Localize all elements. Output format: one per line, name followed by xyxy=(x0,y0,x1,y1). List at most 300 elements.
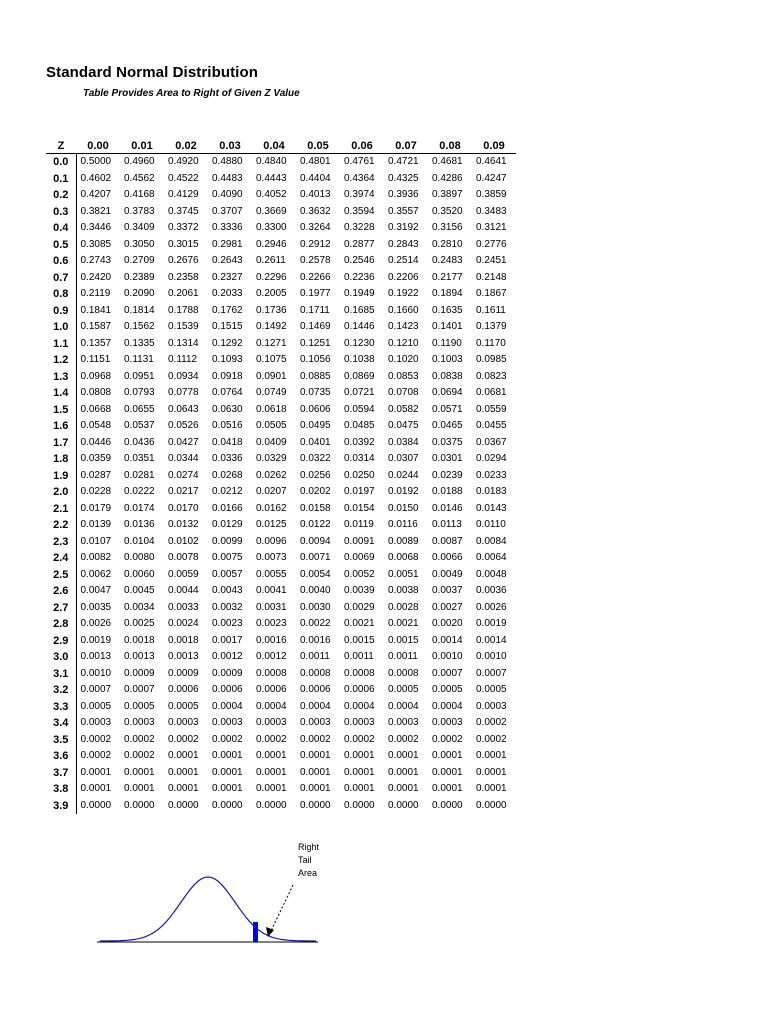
probability-cell: 0.4325 xyxy=(388,172,419,184)
probability-cell: 0.0060 xyxy=(124,568,155,580)
probability-cell: 0.0062 xyxy=(80,568,112,580)
probability-cell: 0.0006 xyxy=(300,684,331,695)
probability-cell: 0.0039 xyxy=(344,585,375,596)
probability-cell: 0.0008 xyxy=(256,667,287,679)
column-header: 0.07 xyxy=(384,136,428,154)
probability-cell: 0.0005 xyxy=(476,684,507,695)
probability-cell: 0.0344 xyxy=(168,453,199,464)
probability-cell: 0.0934 xyxy=(168,370,199,382)
probability-cell: 0.0122 xyxy=(300,519,331,530)
probability-cell: 0.4404 xyxy=(300,172,331,184)
probability-cell: 0.0655 xyxy=(124,403,155,415)
column-header: 0.00 xyxy=(76,136,120,154)
z-value-cell: 2.1 xyxy=(46,501,76,518)
probability-cell: 0.0028 xyxy=(388,601,419,613)
probability-cell: 0.0011 xyxy=(344,651,374,662)
probability-cell: 0.0054 xyxy=(300,568,331,580)
probability-cell: 0.0001 xyxy=(476,783,507,794)
probability-cell: 0.2090 xyxy=(124,288,155,299)
z-value-cell: 3.7 xyxy=(46,765,76,782)
probability-cell: 0.0294 xyxy=(476,453,507,464)
probability-cell: 0.0016 xyxy=(256,634,287,646)
z-value-cell: 2.4 xyxy=(46,550,76,567)
probability-cell: 0.1151 xyxy=(80,354,111,365)
probability-cell: 0.0000 xyxy=(80,799,112,811)
probability-cell: 0.2776 xyxy=(476,238,507,250)
probability-cell: 0.3336 xyxy=(212,222,243,233)
probability-cell: 0.0000 xyxy=(212,799,243,811)
z-value-cell: 3.8 xyxy=(46,781,76,798)
probability-cell: 0.3897 xyxy=(432,189,463,200)
probability-cell: 0.2981 xyxy=(212,238,243,250)
table-row xyxy=(46,781,516,798)
probability-cell: 0.0233 xyxy=(476,469,507,481)
table-row xyxy=(46,484,516,501)
probability-cell: 0.0013 xyxy=(168,651,199,662)
probability-cell: 0.2033 xyxy=(212,288,243,299)
probability-cell: 0.0001 xyxy=(388,750,419,761)
probability-cell: 0.0091 xyxy=(344,535,375,547)
probability-cell: 0.0001 xyxy=(80,766,112,778)
table-row xyxy=(46,666,516,683)
probability-cell: 0.0606 xyxy=(300,403,331,415)
probability-cell: 0.0078 xyxy=(168,552,199,563)
probability-cell: 0.0014 xyxy=(432,634,463,646)
probability-cell: 0.0011 xyxy=(388,651,418,662)
probability-cell: 0.3707 xyxy=(212,205,243,217)
probability-cell: 0.0037 xyxy=(432,585,463,596)
probability-cell: 0.1379 xyxy=(476,321,507,332)
probability-cell: 0.0010 xyxy=(476,651,507,662)
probability-cell: 0.0594 xyxy=(344,403,375,415)
probability-cell: 0.2912 xyxy=(300,238,331,250)
probability-cell: 0.0885 xyxy=(300,370,331,382)
probability-cell: 0.0001 xyxy=(168,783,199,794)
probability-cell: 0.0526 xyxy=(168,420,199,431)
probability-cell: 0.0002 xyxy=(212,733,243,745)
table-row xyxy=(46,699,516,716)
probability-cell: 0.0044 xyxy=(168,585,199,596)
probability-cell: 0.0001 xyxy=(124,766,155,778)
probability-cell: 0.4880 xyxy=(212,156,243,167)
probability-cell: 0.0007 xyxy=(80,684,112,695)
probability-cell: 0.0188 xyxy=(432,486,463,497)
probability-cell: 0.0041 xyxy=(256,585,287,596)
table-row xyxy=(46,237,516,254)
z-value-cell: 1.4 xyxy=(46,385,76,402)
probability-cell: 0.3859 xyxy=(476,189,507,200)
probability-cell: 0.1814 xyxy=(124,304,155,316)
probability-cell: 0.0001 xyxy=(388,766,419,778)
probability-cell: 0.0162 xyxy=(256,502,287,514)
probability-cell: 0.3745 xyxy=(168,205,199,217)
table-row xyxy=(46,468,516,485)
probability-cell: 0.0132 xyxy=(168,519,199,530)
probability-cell: 0.4052 xyxy=(256,189,287,200)
table-row xyxy=(46,319,516,336)
probability-cell: 0.0055 xyxy=(256,568,287,580)
probability-cell: 0.0000 xyxy=(344,799,375,811)
probability-cell: 0.0001 xyxy=(432,750,463,761)
probability-cell: 0.0004 xyxy=(300,700,331,712)
probability-cell: 0.0778 xyxy=(168,387,199,398)
probability-cell: 0.1492 xyxy=(256,321,287,332)
probability-cell: 0.0021 xyxy=(388,618,419,629)
probability-cell: 0.1788 xyxy=(168,304,199,316)
probability-cell: 0.0047 xyxy=(80,585,112,596)
table-row xyxy=(46,583,516,600)
probability-cell: 0.3192 xyxy=(388,222,419,233)
probability-cell: 0.0001 xyxy=(476,750,507,761)
table-row xyxy=(46,270,516,287)
tail-area-figure xyxy=(0,835,768,975)
probability-cell: 0.0143 xyxy=(476,502,507,514)
z-value-cell: 0.8 xyxy=(46,286,76,303)
z-value-cell: 2.2 xyxy=(46,517,76,534)
probability-cell: 0.1093 xyxy=(212,354,243,365)
probability-cell: 0.1539 xyxy=(168,321,199,332)
probability-cell: 0.3085 xyxy=(80,238,112,250)
probability-cell: 0.1977 xyxy=(300,288,331,299)
probability-cell: 0.0023 xyxy=(256,618,287,629)
probability-cell: 0.0183 xyxy=(476,486,507,497)
probability-cell: 0.0228 xyxy=(80,486,112,497)
probability-cell: 0.0001 xyxy=(256,766,287,778)
probability-cell: 0.0239 xyxy=(432,469,463,481)
z-table xyxy=(46,136,516,814)
header-row xyxy=(46,136,516,154)
probability-cell: 0.0001 xyxy=(432,766,463,778)
probability-cell: 0.1020 xyxy=(388,354,419,365)
probability-cell: 0.2611 xyxy=(256,255,286,266)
probability-cell: 0.0537 xyxy=(124,420,155,431)
z-value-cell: 0.4 xyxy=(46,220,76,237)
probability-cell: 0.0002 xyxy=(476,717,507,728)
probability-cell: 0.1685 xyxy=(344,304,375,316)
label-line: Right xyxy=(298,842,320,852)
column-header: 0.05 xyxy=(296,136,340,154)
probability-cell: 0.0427 xyxy=(168,436,199,448)
probability-cell: 0.2676 xyxy=(168,255,199,266)
z-value-cell: 3.0 xyxy=(46,649,76,666)
probability-cell: 0.0016 xyxy=(300,634,331,646)
probability-cell: 0.0853 xyxy=(388,370,419,382)
right-tail-area-label xyxy=(298,841,319,880)
probability-cell: 0.0901 xyxy=(256,370,287,382)
probability-cell: 0.0384 xyxy=(388,436,419,448)
table-row xyxy=(46,402,516,419)
probability-cell: 0.1357 xyxy=(80,337,112,349)
probability-cell: 0.0000 xyxy=(476,799,507,811)
probability-cell: 0.0004 xyxy=(344,700,375,712)
z-value-cell: 0.3 xyxy=(46,204,76,221)
probability-cell: 0.0000 xyxy=(168,799,199,811)
probability-cell: 0.0038 xyxy=(388,585,419,596)
z-value-cell: 0.9 xyxy=(46,303,76,320)
probability-cell: 0.0838 xyxy=(432,370,463,382)
right-tail-marker xyxy=(253,922,258,942)
probability-cell: 0.0207 xyxy=(256,486,287,497)
probability-cell: 0.0001 xyxy=(344,766,375,778)
probability-cell: 0.0005 xyxy=(432,684,463,695)
probability-cell: 0.0392 xyxy=(344,436,375,448)
probability-cell: 0.0003 xyxy=(476,700,507,712)
probability-cell: 0.0154 xyxy=(344,502,375,514)
probability-cell: 0.0011 xyxy=(300,651,330,662)
probability-cell: 0.0004 xyxy=(388,700,419,712)
table-row xyxy=(46,352,516,369)
probability-cell: 0.0001 xyxy=(300,766,331,778)
probability-cell: 0.0003 xyxy=(344,717,375,728)
probability-cell: 0.0008 xyxy=(344,667,375,679)
probability-cell: 0.0001 xyxy=(256,783,287,794)
probability-cell: 0.0001 xyxy=(256,750,287,761)
probability-cell: 0.0002 xyxy=(124,750,155,761)
probability-cell: 0.0013 xyxy=(80,651,112,662)
probability-cell: 0.0001 xyxy=(124,783,155,794)
probability-cell: 0.4721 xyxy=(388,156,419,167)
probability-cell: 0.0735 xyxy=(300,387,331,398)
probability-cell: 0.0158 xyxy=(300,502,331,514)
column-header: 0.04 xyxy=(252,136,296,154)
probability-cell: 0.0222 xyxy=(124,486,155,497)
z-value-cell: 2.7 xyxy=(46,600,76,617)
z-value-cell: 1.0 xyxy=(46,319,76,336)
column-header: 0.02 xyxy=(164,136,208,154)
probability-cell: 0.0012 xyxy=(212,651,243,662)
z-column-header: Z xyxy=(46,136,76,154)
probability-cell: 0.0001 xyxy=(300,783,331,794)
probability-cell: 0.0212 xyxy=(212,486,243,497)
probability-cell: 0.2206 xyxy=(388,271,419,283)
z-value-cell: 3.6 xyxy=(46,748,76,765)
probability-cell: 0.0001 xyxy=(344,750,375,761)
probability-cell: 0.0113 xyxy=(432,519,462,530)
probability-cell: 0.1894 xyxy=(432,288,463,299)
z-value-cell: 3.4 xyxy=(46,715,76,732)
table-row xyxy=(46,798,516,815)
z-value-cell: 3.3 xyxy=(46,699,76,716)
probability-cell: 0.0002 xyxy=(388,733,419,745)
table-row xyxy=(46,633,516,650)
probability-cell: 0.0002 xyxy=(476,733,507,745)
probability-cell: 0.0505 xyxy=(256,420,287,431)
probability-cell: 0.0043 xyxy=(212,585,243,596)
probability-cell: 0.1131 xyxy=(124,354,154,365)
probability-cell: 0.0033 xyxy=(168,601,199,613)
probability-cell: 0.4207 xyxy=(80,189,112,200)
probability-cell: 0.0013 xyxy=(124,651,155,662)
probability-cell: 0.0000 xyxy=(256,799,287,811)
probability-cell: 0.0643 xyxy=(168,403,199,415)
probability-cell: 0.3050 xyxy=(124,238,155,250)
probability-cell: 0.0036 xyxy=(476,585,507,596)
probability-cell: 0.4761 xyxy=(344,156,375,167)
probability-cell: 0.0409 xyxy=(256,436,287,448)
probability-cell: 0.0075 xyxy=(212,552,243,563)
probability-cell: 0.0006 xyxy=(212,684,243,695)
probability-cell: 0.0202 xyxy=(300,486,331,497)
probability-cell: 0.0129 xyxy=(212,519,243,530)
probability-cell: 0.4522 xyxy=(168,172,199,184)
probability-cell: 0.2296 xyxy=(256,271,287,283)
z-value-cell: 1.8 xyxy=(46,451,76,468)
probability-cell: 0.0015 xyxy=(388,634,419,646)
probability-cell: 0.0014 xyxy=(476,634,507,646)
table-row xyxy=(46,534,516,551)
probability-cell: 0.4168 xyxy=(124,189,155,200)
probability-cell: 0.0465 xyxy=(432,420,463,431)
probability-cell: 0.0001 xyxy=(212,766,243,778)
table-row xyxy=(46,682,516,699)
table-row xyxy=(46,418,516,435)
probability-cell: 0.2514 xyxy=(388,255,419,266)
probability-cell: 0.0006 xyxy=(344,684,375,695)
z-value-cell: 1.6 xyxy=(46,418,76,435)
probability-cell: 0.0002 xyxy=(168,733,199,745)
probability-cell: 0.0010 xyxy=(80,667,112,679)
probability-cell: 0.1446 xyxy=(344,321,375,332)
z-value-cell: 2.0 xyxy=(46,484,76,501)
probability-cell: 0.0764 xyxy=(212,387,243,398)
table-row xyxy=(46,715,516,732)
probability-cell: 0.0001 xyxy=(212,783,243,794)
probability-cell: 0.0024 xyxy=(168,618,199,629)
probability-cell: 0.1587 xyxy=(80,321,112,332)
probability-cell: 0.0003 xyxy=(388,717,419,728)
probability-cell: 0.0001 xyxy=(476,766,507,778)
z-value-cell: 1.9 xyxy=(46,468,76,485)
probability-cell: 0.1515 xyxy=(212,321,243,332)
probability-cell: 0.3015 xyxy=(168,238,199,250)
probability-cell: 0.0040 xyxy=(300,585,331,596)
probability-cell: 0.0918 xyxy=(212,370,243,382)
probability-cell: 0.0307 xyxy=(388,453,419,464)
probability-cell: 0.0359 xyxy=(80,453,112,464)
probability-cell: 0.0010 xyxy=(432,651,463,662)
probability-cell: 0.0026 xyxy=(476,601,507,613)
probability-cell: 0.2358 xyxy=(168,271,199,283)
probability-cell: 0.1038 xyxy=(344,354,375,365)
probability-cell: 0.0119 xyxy=(344,519,374,530)
probability-cell: 0.0003 xyxy=(124,717,155,728)
probability-cell: 0.0084 xyxy=(476,535,507,547)
probability-cell: 0.3520 xyxy=(432,205,463,217)
z-value-cell: 1.3 xyxy=(46,369,76,386)
probability-cell: 0.4920 xyxy=(168,156,199,167)
probability-cell: 0.2743 xyxy=(80,255,112,266)
probability-cell: 0.4483 xyxy=(212,172,243,184)
probability-cell: 0.0694 xyxy=(432,387,463,398)
probability-cell: 0.0630 xyxy=(212,403,243,415)
probability-cell: 0.0136 xyxy=(124,519,155,530)
probability-cell: 0.0721 xyxy=(344,387,375,398)
table-row xyxy=(46,517,516,534)
probability-cell: 0.0005 xyxy=(168,700,199,712)
probability-cell: 0.0009 xyxy=(168,667,199,679)
probability-cell: 0.2546 xyxy=(344,255,375,266)
probability-cell: 0.0000 xyxy=(432,799,463,811)
probability-cell: 0.2236 xyxy=(344,271,375,283)
z-value-cell: 2.6 xyxy=(46,583,76,600)
probability-cell: 0.2843 xyxy=(388,238,419,250)
z-value-cell: 0.7 xyxy=(46,270,76,287)
probability-cell: 0.0005 xyxy=(124,700,155,712)
probability-cell: 0.0281 xyxy=(124,469,155,481)
probability-cell: 0.1251 xyxy=(300,337,331,349)
table-row xyxy=(46,286,516,303)
table-row xyxy=(46,649,516,666)
table-row xyxy=(46,765,516,782)
probability-cell: 0.0026 xyxy=(80,618,112,629)
probability-cell: 0.1210 xyxy=(388,337,419,349)
probability-cell: 0.0003 xyxy=(256,717,287,728)
probability-cell: 0.0217 xyxy=(168,486,199,497)
z-value-cell: 2.3 xyxy=(46,534,76,551)
probability-cell: 0.1075 xyxy=(256,354,287,365)
probability-cell: 0.0029 xyxy=(344,601,375,613)
table-row xyxy=(46,567,516,584)
probability-cell: 0.0007 xyxy=(432,667,463,679)
probability-cell: 0.0708 xyxy=(388,387,419,398)
probability-cell: 0.0571 xyxy=(432,403,463,415)
probability-cell: 0.0618 xyxy=(256,403,287,415)
z-value-cell: 0.1 xyxy=(46,171,76,188)
arrow-line xyxy=(270,885,293,933)
probability-cell: 0.2483 xyxy=(432,255,463,266)
table-row xyxy=(46,600,516,617)
probability-cell: 0.3594 xyxy=(344,205,375,217)
probability-cell: 0.0012 xyxy=(256,651,287,662)
probability-cell: 0.1711 xyxy=(300,304,330,316)
table-row xyxy=(46,732,516,749)
probability-cell: 0.0071 xyxy=(300,552,331,563)
probability-cell: 0.2643 xyxy=(212,255,243,266)
probability-cell: 0.4840 xyxy=(256,156,287,167)
probability-cell: 0.2810 xyxy=(432,238,463,250)
probability-cell: 0.1949 xyxy=(344,288,375,299)
probability-cell: 0.0001 xyxy=(388,783,419,794)
probability-cell: 0.0001 xyxy=(212,750,243,761)
z-value-cell: 2.9 xyxy=(46,633,76,650)
z-value-cell: 3.2 xyxy=(46,682,76,699)
probability-cell: 0.3483 xyxy=(476,205,507,217)
probability-cell: 0.0008 xyxy=(388,667,419,679)
table-body xyxy=(46,154,516,815)
probability-cell: 0.0250 xyxy=(344,469,375,481)
probability-cell: 0.2420 xyxy=(80,271,112,283)
probability-cell: 0.0069 xyxy=(344,552,375,563)
probability-cell: 0.3372 xyxy=(168,222,199,233)
probability-cell: 0.4641 xyxy=(476,156,507,167)
probability-cell: 0.3783 xyxy=(124,205,155,217)
table-row xyxy=(46,748,516,765)
probability-cell: 0.0096 xyxy=(256,535,287,547)
probability-cell: 0.0080 xyxy=(124,552,155,563)
probability-cell: 0.1112 xyxy=(168,354,198,365)
probability-cell: 0.3632 xyxy=(300,205,331,217)
probability-cell: 0.3974 xyxy=(344,189,375,200)
page-title: Standard Normal Distribution xyxy=(46,64,258,81)
z-value-cell: 0.6 xyxy=(46,253,76,270)
probability-cell: 0.0032 xyxy=(212,601,243,613)
table-row xyxy=(46,187,516,204)
probability-cell: 0.0375 xyxy=(432,436,463,448)
probability-cell: 0.2148 xyxy=(476,271,507,283)
probability-cell: 0.0179 xyxy=(80,502,112,514)
probability-cell: 0.4443 xyxy=(256,172,287,184)
table-row xyxy=(46,435,516,452)
